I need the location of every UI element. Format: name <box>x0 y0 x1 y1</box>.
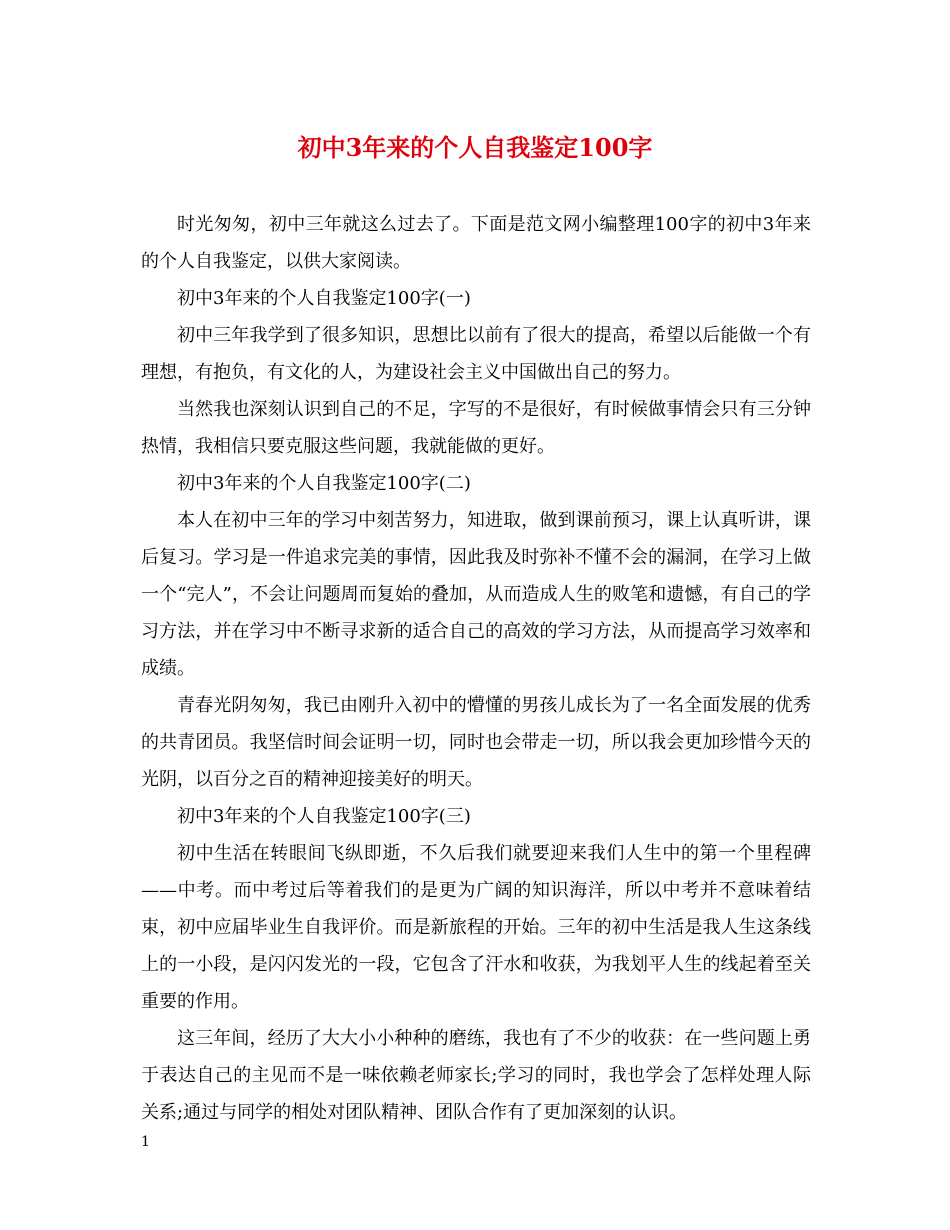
paragraph: 当然我也深刻认识到自己的不足，字写的不是很好，有时候做事情会只有三分钟热情，我相信只要克服这些问题，我就能做的更好。 <box>141 399 811 457</box>
paragraph: 初中三年我学到了很多知识，思想比以前有了很大的提高，希望以后能做一个有理想，有抱负，有文化的人，为建设社会主义中国做出自己的努力。 <box>141 325 811 383</box>
section-heading-2: 初中3年来的个人自我鉴定100字(二) <box>177 473 471 494</box>
page-number: 1 <box>141 1134 150 1150</box>
document-title: 初中3年来的个人自我鉴定100字 <box>297 133 653 162</box>
section-heading-3: 初中3年来的个人自我鉴定100字(三) <box>177 806 471 827</box>
paragraph: 本人在初中三年的学习中刻苦努力，知进取，做到课前预习，课上认真听讲，课后复习。学习是一件追求完美的事情，因此我及时弥补不懂不会的漏洞，在学习上做一个“完人”，不会让问题周而复始的叠加，从而造成人生的败笔和遗憾，有自己的学习方法，并在学习中不断寻求新的适合自己的高效的学习方法，从而提高学习效率和成绩。 <box>141 510 811 679</box>
section-heading-1: 初中3年来的个人自我鉴定100字(一) <box>177 288 471 309</box>
paragraph: 初中生活在转眼间飞纵即逝，不久后我们就要迎来我们人生中的第一个里程碑——中考。而中考过后等着我们的是更为广阔的知识海洋，所以中考并不意味着结束，初中应届毕业生自我评价。而是新旅程的开始。三年的初中生活是我人生这条线上的一小段，是闪闪发光的一段，它包含了汗水和收获，为我划平人生的线起着至关重要的作用。 <box>141 843 811 1012</box>
paragraph: 青春光阴匆匆，我已由刚升入初中的懵懂的男孩儿成长为了一名全面发展的优秀的共青团员。我坚信时间会证明一切，同时也会带走一切，所以我会更加珍惜今天的光阴，以百分之百的精神迎接美好的明天。 <box>141 695 811 790</box>
document-body <box>141 206 811 1131</box>
paragraph-intro: 时光匆匆，初中三年就这么过去了。下面是范文网小编整理100字的初中3年来的个人自我鉴定，以供大家阅读。 <box>141 214 811 272</box>
paragraph: 这三年间，经历了大大小小种种的磨练，我也有了不少的收获：在一些问题上勇于表达自己的主见而不是一味依赖老师家长;学习的同时，我也学会了怎样处理人际关系;通过与同学的相处对团队精神、团队合作有了更加深刻的认识。 <box>141 1028 811 1123</box>
